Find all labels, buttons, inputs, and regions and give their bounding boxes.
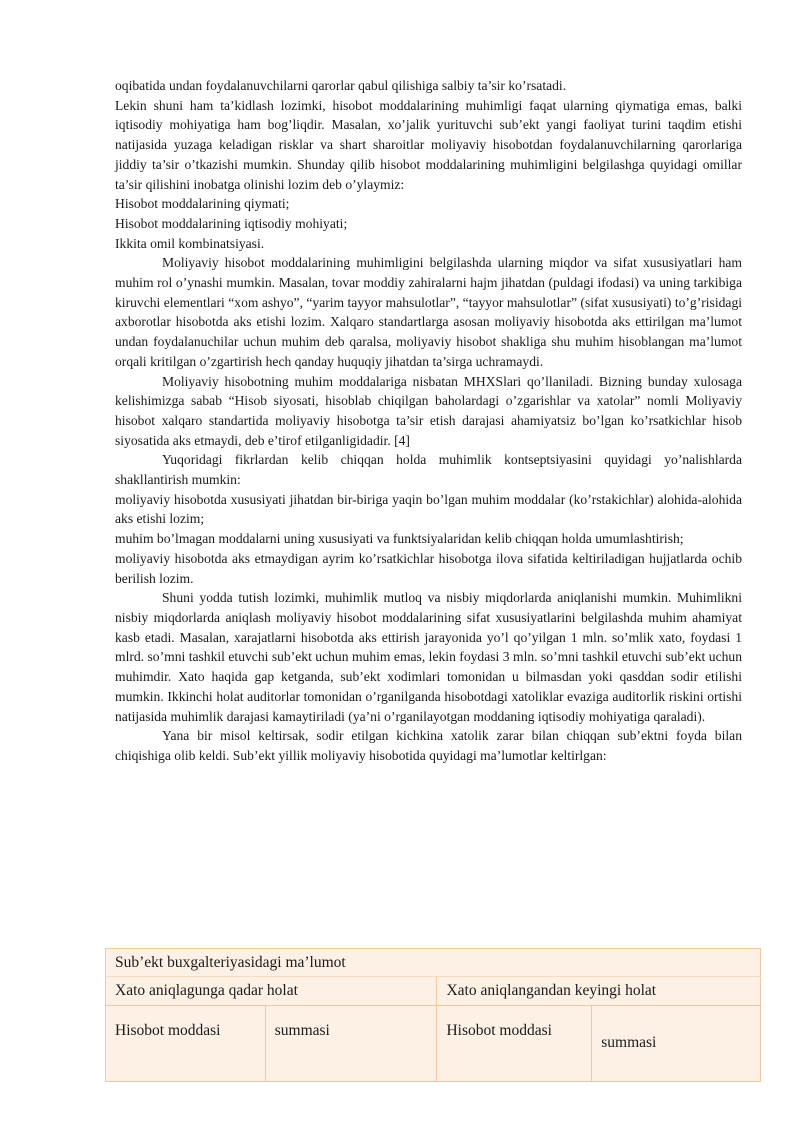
paragraph: oqibatida undan foydalanuvchilarni qarorlar qabul qilishiga salbiy ta’sir ko’rsatadi.	[115, 78, 567, 93]
paragraph: Shuni yodda tutish lozimki, muhimlik mutloq va nisbiy miqdorlarda aniqlanishi mumkin. Muhimlikni nisbiy miqdorlarda aniqlash moliyaviy hisobot moddalarining sifat xususiyatlarini belgilashda muhim ahamiyat kasb etadi. Masalan, xarajatlarni hisobotda aks ettirish jarayonida yo’l qo’yilgan 1 mln. so’mlik xato, foydasi 1 mlrd. so’mni tashkil etuvchi sub’ekt uchun muhim emas, lekin foydasi 3 mln. so’mni tashkil etuvchi sub’ekt uchun muhimdir. Xato haqida gap ketganda, sub’ekt xodimlari tomonidan u bilmasdan yoki qasddan sodir etilishi mumkin. Ikkinchi holat auditorlar tomonidan o’rganilganda hisobotdagi xatoliklar evaziga auditorlik riskini ortishi natijasida muhimlik darajasi kamaytiriladi (ya’ni o’rganilayotgan moddaning iqtisodiy mohiyatiga qaraladi).	[115, 590, 742, 724]
column-sum-before: summasi	[265, 1006, 437, 1082]
column-item-after: Hisobot moddasi	[437, 1006, 592, 1082]
list-item: moliyaviy hisobotda aks etmaydigan ayrim ko’rsatkichlar hisobotga ilova sifatida keltiriladigan hujjatlarda ochib berilish lozim.	[115, 550, 742, 586]
list-item: moliyaviy hisobotda xususiyati jihatdan bir-biriga yaqin bo’lgan muhim moddalar (ko’rstakichlar) alohida-alohida aks etishi lozim;	[115, 491, 742, 527]
list-item: Hisobot moddalarining iqtisodiy mohiyati;	[115, 215, 348, 231]
table-header-row	[106, 977, 761, 1006]
paragraph: Lekin shuni ham ta’kidlash lozimki, hisobot moddalarining muhimligi faqat ularning qiymatiga emas, balki iqtisodiy mohiyatiga ham bog’liqdir. Masalan, xo’jalik yurituvchi sub’ekt yangi faoliyat turini taqdim etishi natijasida yuzaga keladigan risklar va shart sharoitlar moliyaviy hisobotdan foydalanuvchilarning qarorlariga jiddiy ta’sir o’tkazishi mumkin. Shunday qilib hisobot moddalarining muhimligini belgilashga quyidagi omillar ta’sir qilishini inobatga olinishi lozim deb o’ylaymiz:	[115, 97, 742, 192]
table-title-row	[106, 949, 761, 977]
paragraph: Moliyaviy hisobotning muhim moddalariga nisbatan MHXSlari qo’llaniladi. Bizning bunday xulosaga kelishimizga sabab “Hisob siyosati, hisoblab chiqilgan baholardagi o’zgarishlar va xatolar” nomli Moliyaviy hisobot xalqaro standartida moliyaviy hisobotga ta’sir etish darajasi ahamiyatsiz bo’lgan ko’rsatkichlar hisob siyosatida aks etmaydi, deb e’tirof etilganligidadir. [4]	[115, 373, 742, 448]
column-item-before: Hisobot moddasi	[106, 1006, 266, 1082]
paragraph: Yana bir misol keltirsak, sodir etilgan kichkina xatolik zarar bilan chiqqan sub’ektni foyda bilan chiqishiga olib keldi. Sub’ekt yillik moliyaviy hisobotida quyidagi ma’lumotlar keltirlgan:	[115, 728, 742, 763]
accounting-data-table	[105, 948, 761, 1082]
paragraph: Moliyaviy hisobot moddalarining muhimligini belgilashda ularning miqdor va sifat xususiyatlari ham muhim rol o’ynashi mumkin. Masalan, tovar moddiy zahiralarni hajm jihatdan (puldagi ifodasi) va uning tarkibiga kiruvchi elementlari “xom ashyo”, “yarim tayyor mahsulotlar”, “tayyor mahsulotlar” (sifat xususiyati) to’g’risidagi axborotlar hisobotda aks etishi lozim. Xalqaro standartlarga asosan moliyaviy hisobotda aks ettirilgan ma’lumot undan foydalanuchilar uchun muhim deb qaralsa, moliyaviy hisobot shakliga shu muhim hisoblangan ma’lumot orqali kritilgan o’zgartirish hech qanday huquqiy jihatdan ta’sirga uchramaydi.	[115, 255, 743, 369]
after-error-header: Xato aniqlangandan keyingi holat	[437, 977, 761, 1006]
before-error-header: Xato aniqlagunga qadar holat	[106, 977, 437, 1006]
column-sum-after: summasi	[592, 1006, 761, 1082]
table-title: Sub’ekt buxgalteriyasidagi ma’lumot	[106, 949, 761, 977]
list-item: Hisobot moddalarining qiymati;	[115, 196, 290, 212]
list-item: muhim bo’lmagan moddalarni uning xususiyati va funktsiyalaridan kelib chiqqan holda umumlashtirish;	[115, 531, 684, 547]
body-text	[115, 76, 742, 766]
paragraph: Yuqoridagi fikrlardan kelib chiqqan holda muhimlik kontseptsiyasini quyidagi yo’nalishlarda shakllantirish mumkin:	[115, 452, 742, 488]
table-column-row	[106, 1006, 761, 1082]
list-item: Ikkita omil kombinatsiyasi.	[115, 235, 265, 251]
